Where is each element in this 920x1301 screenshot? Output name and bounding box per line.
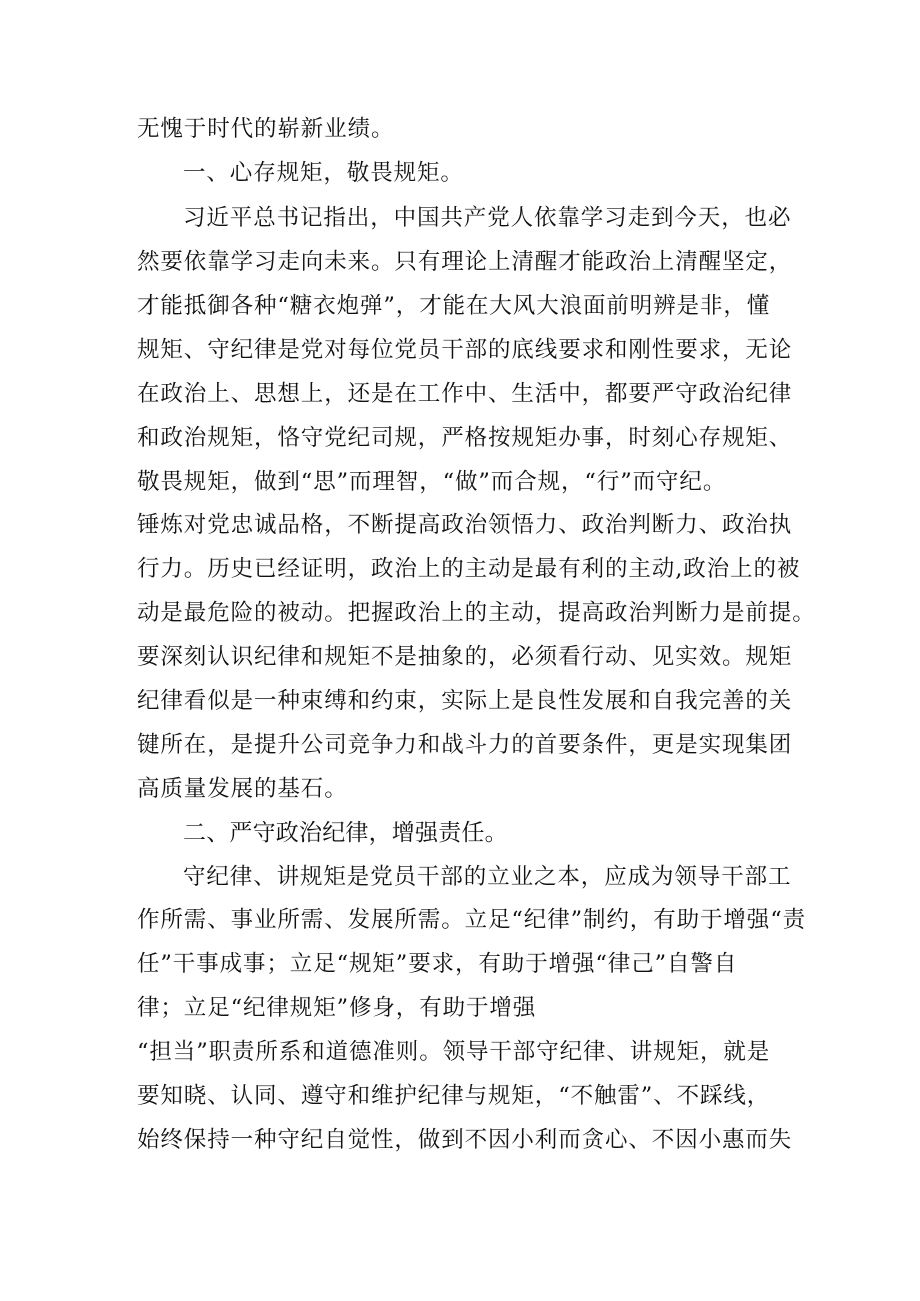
section-heading: 一、心存规矩，敬畏规矩。 [183, 160, 464, 186]
text-line: 然要依靠学习走向未来。只有理论上清醒才能政治上清醒坚定， [137, 249, 793, 275]
text-line: 作所需、事业所需、发展所需。立足“纪律”制约，有助于增强“责 [137, 907, 807, 933]
text-line: 守纪律、讲规矩是党员干部的立业之本，应成为领导干部工 [183, 864, 792, 890]
text-line: 规矩、守纪律是党对每位党员干部的底线要求和刚性要求，无论 [137, 337, 793, 363]
text-line: 键所在，是提升公司竞争力和战斗力的首要条件，更是实现集团 [137, 732, 793, 758]
text-line: 动是最危险的被动。把握政治上的主动，提高政治判断力是前提。 [137, 600, 816, 626]
text-line: 无愧于时代的崭新业绩。 [137, 116, 395, 142]
text-line: 律；立足“纪律规矩”修身，有助于增强 [137, 995, 537, 1021]
section-heading: 二、严守政治纪律，增强责任。 [183, 820, 508, 846]
text-line: 行力。历史已经证明，政治上的主动是最有利的主动,政治上的被 [137, 556, 801, 582]
text-line: 敬畏规矩，做到“思”而理智，“做”而合规，“行”而守纪。 [137, 469, 727, 495]
text-line: 高质量发展的基石。 [137, 776, 348, 802]
text-line: 始终保持一种守纪自觉性，做到不因小利而贪心、不因小惠而失 [137, 1127, 793, 1153]
text-line: 要深刻认识纪律和规矩不是抽象的，必须看行动、见实效。规矩 [137, 644, 793, 670]
text-line: 要知晓、认同、遵守和维护纪律与规矩，“不触雷”、不踩线， [137, 1083, 771, 1109]
text-line: 锤炼对党忠诚品格，不断提高政治领悟力、政治判断力、政治执 [137, 512, 793, 538]
text-line: “担当”职责所系和道德准则。领导干部守纪律、讲规矩，就是 [137, 1039, 771, 1065]
text-line: 任”干事成事；立足“规矩”要求，有助于增强“律己”自警自 [137, 951, 738, 977]
text-line: 纪律看似是一种束缚和约束，实际上是良性发展和自我完善的关 [137, 688, 793, 714]
text-line: 和政治规矩，恪守党纪司规，严格按规矩办事，时刻心存规矩、 [137, 425, 793, 451]
text-line: 习近平总书记指出，中国共产党人依靠学习走到今天，也必 [183, 205, 792, 231]
text-line: 在政治上、思想上，还是在工作中、生活中，都要严守政治纪律 [137, 381, 793, 407]
text-line: 才能抵御各种“糖衣炮弹”，才能在大风大浪面前明辨是非，懂 [137, 293, 771, 319]
